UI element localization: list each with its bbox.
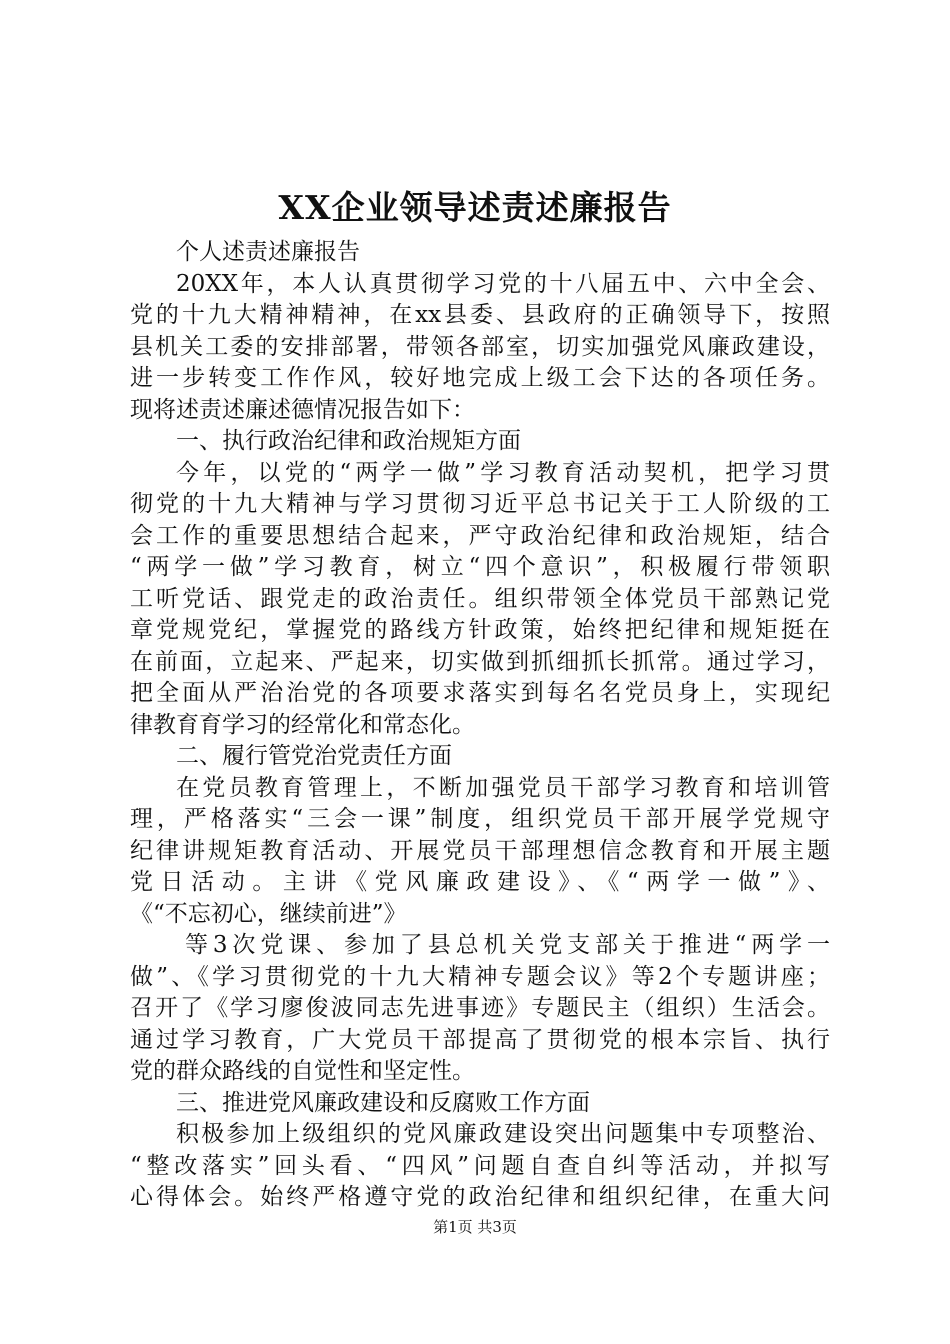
- body-text-line: 党日活动。主讲《党风廉政建设》、《“两学一做”》、: [130, 869, 830, 895]
- body-text-line: 心得体会。始终严格遵守党的政治纪律和组织纪律，在重大问: [130, 1184, 830, 1210]
- body-text-line: 现将述责述廉述德情况报告如下：: [130, 396, 475, 423]
- body-text-line: 会工作的重要思想结合起来，严守政治纪律和政治规矩，结合: [130, 522, 830, 549]
- body-text-line: 县机关工委的安排部署，带领各部室，切实加强党风廉政建设，: [130, 333, 830, 360]
- body-text-line: 二、履行管党治党责任方面: [176, 743, 452, 769]
- body-text-line: 党的十九大精神精神，在xx县委、县政府的正确领导下，按照: [130, 302, 830, 328]
- body-text-line: 党的群众路线的自觉性和坚定性。: [130, 1058, 475, 1084]
- body-text-line: 理，严格落实“三会一课”制度，组织党员干部开展学党规守: [130, 806, 830, 832]
- body-text-line: 通过学习教育，广大党员干部提高了贯彻党的根本宗旨、执行: [130, 1026, 830, 1053]
- body-text-line: “两学一做”学习教育，树立“四个意识”，积极履行带领职: [130, 554, 830, 580]
- body-text-line: 彻党的十九大精神与学习贯彻习近平总书记关于工人阶级的工: [130, 491, 830, 517]
- document-body: [130, 237, 830, 1214]
- body-text-line: 召开了《学习廖俊波同志先进事迹》专题民主（组织）生活会。: [130, 995, 830, 1021]
- body-text-line: 把全面从严治治党的各项要求落实到每名名党员身上，实现纪: [130, 680, 830, 706]
- body-text-line: 章党规党纪，掌握党的路线方针政策，始终把纪律和规矩挺在: [130, 617, 830, 643]
- body-text-line: 工听党话、跟党走的政治责任。组织带领全体党员干部熟记党: [130, 585, 830, 612]
- body-text-line: 一、执行政治纪律和政治规矩方面: [176, 428, 521, 454]
- body-text-line: 三、推进党风廉政建设和反腐败工作方面: [176, 1089, 590, 1116]
- body-text-line: 在前面，立起来、严起来，切实做到抓细抓长抓常。通过学习，: [130, 648, 830, 675]
- body-text-line: “整改落实”回头看、“四风”问题自查自纠等活动，并拟写: [130, 1152, 830, 1179]
- body-text-line: 个人述责述廉报告: [176, 239, 360, 265]
- body-text-line: 做”、《学习贯彻党的十九大精神专题会议》等2个专题讲座；: [130, 963, 830, 990]
- body-text-line: 纪律讲规矩教育活动、开展党员干部理想信念教育和开展主题: [130, 837, 830, 864]
- page-number: 第1页 共3页: [433, 1218, 517, 1236]
- body-text-line: 20XX年，本人认真贯彻学习党的十八届五中、六中全会、: [176, 270, 830, 297]
- body-text-line: 等3次党课、参加了县总机关党支部关于推进“两学一: [185, 932, 830, 958]
- body-text-line: 进一步转变工作作风，较好地完成上级工会下达的各项任务。: [130, 365, 830, 391]
- body-text-line: 《“不忘初心，继续前进”》: [130, 900, 407, 927]
- body-text-line: 律教育育学习的经常化和常态化。: [130, 711, 475, 738]
- body-text-line: 积极参加上级组织的党风廉政建设突出问题集中专项整治、: [176, 1121, 830, 1147]
- body-text-line: 今年，以党的“两学一做”学习教育活动契机，把学习贯: [176, 459, 830, 486]
- document-title: XX企业领导述责述廉报告: [278, 188, 672, 227]
- body-text-line: 在党员教育管理上，不断加强党员干部学习教育和培训管: [176, 774, 830, 801]
